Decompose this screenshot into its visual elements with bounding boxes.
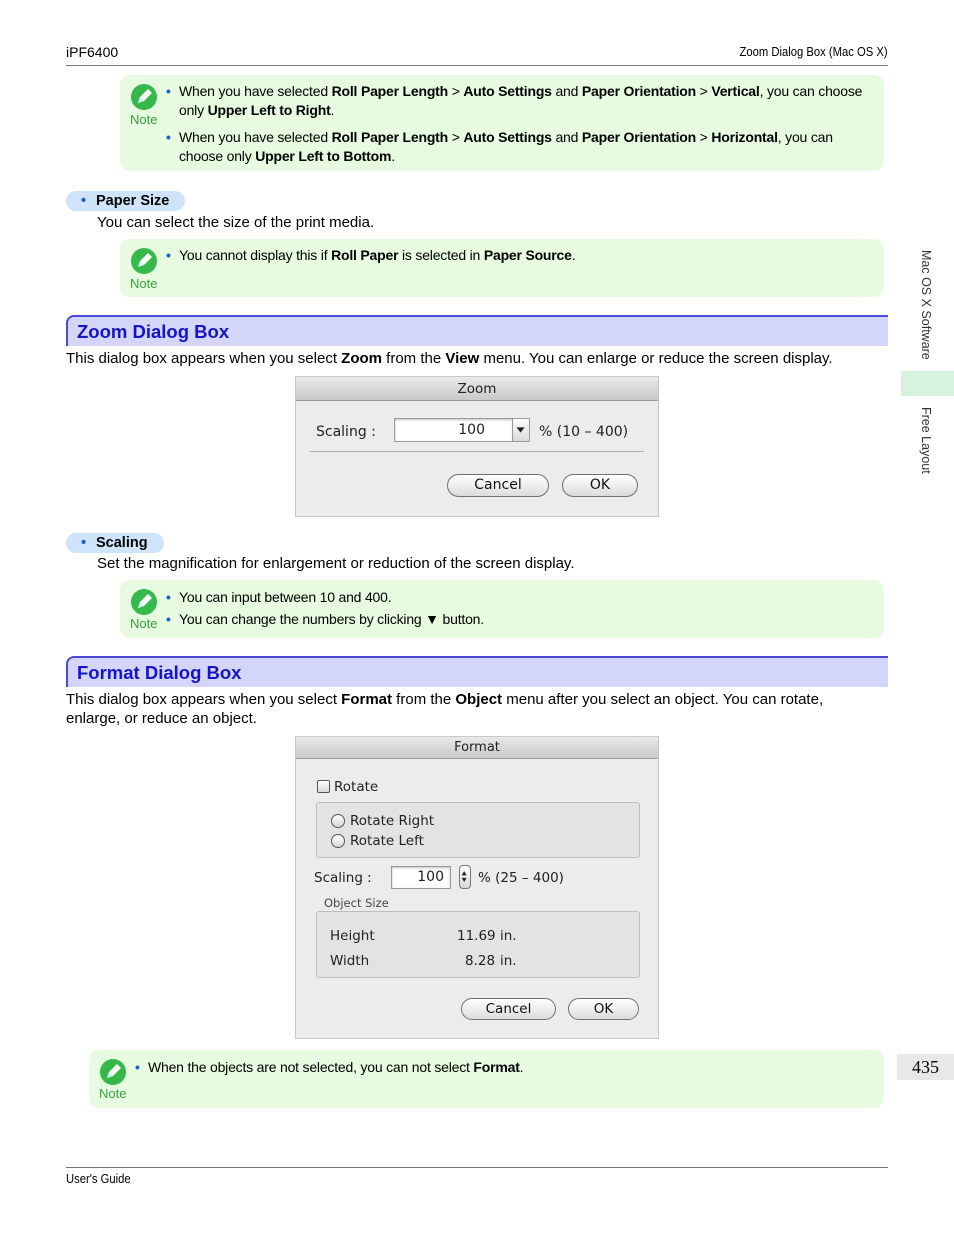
cancel-button[interactable]: Cancel xyxy=(461,998,556,1020)
note-label: Note xyxy=(99,1086,127,1101)
note-label: Note xyxy=(130,112,158,127)
width-label: Width xyxy=(330,953,370,969)
footer-divider xyxy=(66,1167,888,1168)
header-section: Zoom Dialog Box (Mac OS X) xyxy=(739,45,888,59)
zoom-dialog-title: Zoom xyxy=(296,377,658,401)
note-box-1 xyxy=(120,75,884,171)
rotate-checkbox[interactable] xyxy=(317,780,330,793)
rotate-label: Rotate xyxy=(334,779,379,795)
format-scaling-input[interactable]: 100 xyxy=(391,866,451,889)
format-dialog xyxy=(295,736,659,1039)
rotate-right-radio[interactable] xyxy=(331,814,345,828)
note-item: • You cannot display this if Roll Paper is selected in Paper Source. xyxy=(166,246,870,265)
paper-size-heading: • Paper Size xyxy=(66,191,185,211)
cancel-button[interactable]: Cancel xyxy=(447,474,549,497)
format-dialog-title: Format xyxy=(296,737,658,759)
zoom-scaling-dropdown-button[interactable] xyxy=(512,418,530,442)
note-pencil-icon xyxy=(130,247,158,275)
note-box-2 xyxy=(120,239,884,297)
note-item: • When you have selected Roll Paper Length > Auto Settings and Paper Orientation > Horizontal, you can choose only Upper Left to Bottom. xyxy=(166,128,870,166)
note-item: • When the objects are not selected, you can not select Format. xyxy=(135,1058,870,1077)
height-unit: in. xyxy=(500,928,517,944)
header-divider xyxy=(66,65,888,66)
page-number: 435 xyxy=(897,1054,954,1080)
scaling-description: Set the magnification for enlargement or reduction of the screen display. xyxy=(97,555,575,572)
note-label: Note xyxy=(130,616,158,631)
rotate-left-label: Rotate Left xyxy=(350,833,424,849)
note-item: • You can change the numbers by clicking ▼ button. xyxy=(166,610,870,629)
chevron-down-icon xyxy=(513,419,529,441)
height-label: Height xyxy=(330,928,375,944)
stepper-arrows-icon xyxy=(460,866,470,888)
note-box-3 xyxy=(120,580,884,638)
note-pencil-icon xyxy=(130,588,158,616)
zoom-scaling-label: Scaling : xyxy=(316,424,376,440)
sidebar-chapter: Mac OS X Software xyxy=(919,250,933,360)
zoom-scaling-range: % (10 – 400) xyxy=(539,424,629,440)
format-scaling-range: % (25 – 400) xyxy=(478,870,564,886)
format-section-intro: This dialog box appears when you select Format from the Object menu after you select an object. You can rotate, enlarge, or reduce an object. xyxy=(66,691,824,727)
format-scaling-label: Scaling : xyxy=(314,870,372,886)
ok-button[interactable]: OK xyxy=(562,474,638,497)
rotate-left-radio[interactable] xyxy=(331,834,345,848)
format-section-title: Format Dialog Box xyxy=(66,656,888,687)
zoom-scaling-input[interactable]: 100 xyxy=(394,418,514,442)
format-scaling-stepper[interactable] xyxy=(459,865,471,889)
scaling-heading: • Scaling xyxy=(66,533,164,553)
zoom-dialog xyxy=(295,376,659,517)
note-item: • You can input between 10 and 400. xyxy=(166,588,870,607)
zoom-section-intro: This dialog box appears when you select Zoom from the View menu. You can enlarge or reduce the screen display. xyxy=(66,350,833,367)
header-product: iPF6400 xyxy=(66,44,119,60)
zoom-section-title: Zoom Dialog Box xyxy=(66,315,888,346)
zoom-dialog-separator xyxy=(310,451,644,452)
object-size-group xyxy=(316,911,640,978)
note-box-4 xyxy=(89,1050,884,1108)
ok-button[interactable]: OK xyxy=(568,998,639,1020)
width-value: 8.28 xyxy=(465,953,496,969)
note-pencil-icon xyxy=(130,83,158,111)
sidebar-current-marker xyxy=(901,371,954,396)
note-item: • When you have selected Roll Paper Length > Auto Settings and Paper Orientation > Vertical, you can choose only Upper Left to Right. xyxy=(166,82,870,120)
paper-size-description: You can select the size of the print media. xyxy=(97,214,375,231)
height-value: 11.69 xyxy=(457,928,496,944)
rotate-options-group xyxy=(316,802,640,858)
width-unit: in. xyxy=(500,953,517,969)
note-pencil-icon xyxy=(99,1058,127,1086)
object-size-heading: Object Size xyxy=(324,896,389,910)
sidebar-subsection: Free Layout xyxy=(919,407,933,474)
note-label: Note xyxy=(130,276,158,291)
rotate-right-label: Rotate Right xyxy=(350,813,435,829)
footer-title: User's Guide xyxy=(66,1172,131,1186)
